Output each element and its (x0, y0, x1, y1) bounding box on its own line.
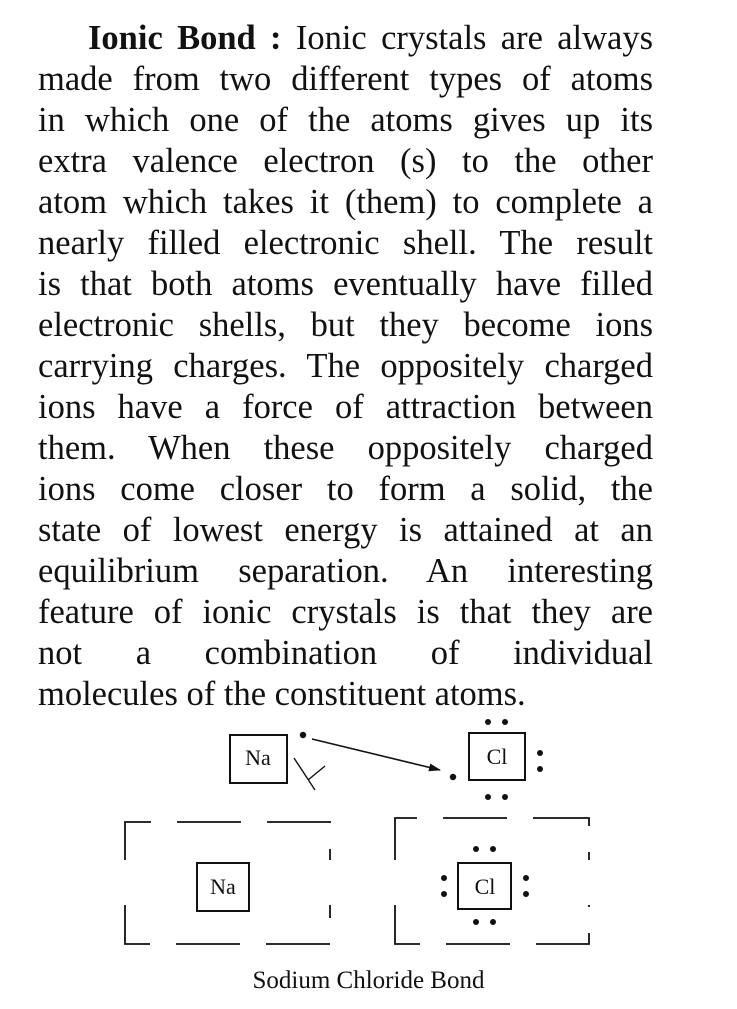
electron-dot (537, 750, 543, 756)
chlorine-label-bottom: Cl (474, 874, 496, 899)
electron-removal-mark (294, 758, 325, 790)
sodium-ion (197, 863, 249, 911)
electron-dot (473, 919, 479, 925)
paragraph-line-5: atom which takes it (them) to complete a (38, 183, 653, 221)
paragraph-line-15: feature of ionic crystals is that they are (38, 593, 653, 631)
paragraph-line-13: state of lowest energy is attained at an (38, 511, 653, 549)
paragraph (38, 18, 653, 715)
electron-dot (485, 794, 491, 800)
paragraph-line-12: ions come closer to form a solid, the (38, 470, 653, 508)
electron-dot (537, 766, 543, 772)
electron-dot (502, 719, 508, 725)
paragraph-line-8: electronic shells, but they become ions (38, 306, 653, 344)
chloride-ion (441, 846, 529, 925)
paragraph-line-7: is that both atoms eventually have filled (38, 265, 653, 303)
electron-dot (441, 891, 447, 897)
paragraph-line-4: extra valence electron (s) to the other (38, 142, 653, 180)
heading: Ionic Bond : (88, 19, 282, 57)
electron-dot (502, 794, 508, 800)
electron-dot (523, 891, 529, 897)
paragraph-line-6: nearly filled electronic shell. The result (38, 224, 653, 262)
incoming-electron-dot (450, 774, 456, 780)
electron-dot (490, 919, 496, 925)
chlorine-atom-neutral (450, 719, 543, 800)
sodium-chloride-diagram (0, 700, 737, 1009)
chlorine-label-top: Cl (486, 744, 508, 769)
electron-dot (473, 846, 479, 852)
paragraph-line-16: not a combination of individual (38, 634, 653, 672)
diagram-caption: Sodium Chloride Bond (252, 967, 485, 994)
paragraph-line-2: made from two different types of atoms (38, 60, 653, 98)
paragraph-line-10: ions have a force of attraction between (38, 388, 653, 426)
paragraph-line-11: them. When these oppositely charged (38, 429, 653, 467)
sodium-label-bottom: Na (210, 874, 236, 899)
paragraph-line-14: equilibrium separation. An interesting (38, 552, 653, 590)
paragraph-line-17: molecules of the constituent atoms. (38, 675, 526, 713)
paragraph-line-9: carrying charges. The oppositely charged (38, 347, 653, 385)
electron-dot (441, 875, 447, 881)
electron-dot (490, 846, 496, 852)
electron-dot (485, 719, 491, 725)
electron-dot (523, 875, 529, 881)
sodium-atom-neutral (230, 735, 287, 783)
sodium-label-top: Na (245, 745, 271, 770)
paragraph-line-1: Ionic Bond : Ionic crystals are always (88, 19, 654, 57)
valence-electron (300, 732, 306, 738)
electron-transfer-arrow (312, 739, 440, 770)
paragraph-line-3: in which one of the atoms gives up its (38, 101, 653, 139)
